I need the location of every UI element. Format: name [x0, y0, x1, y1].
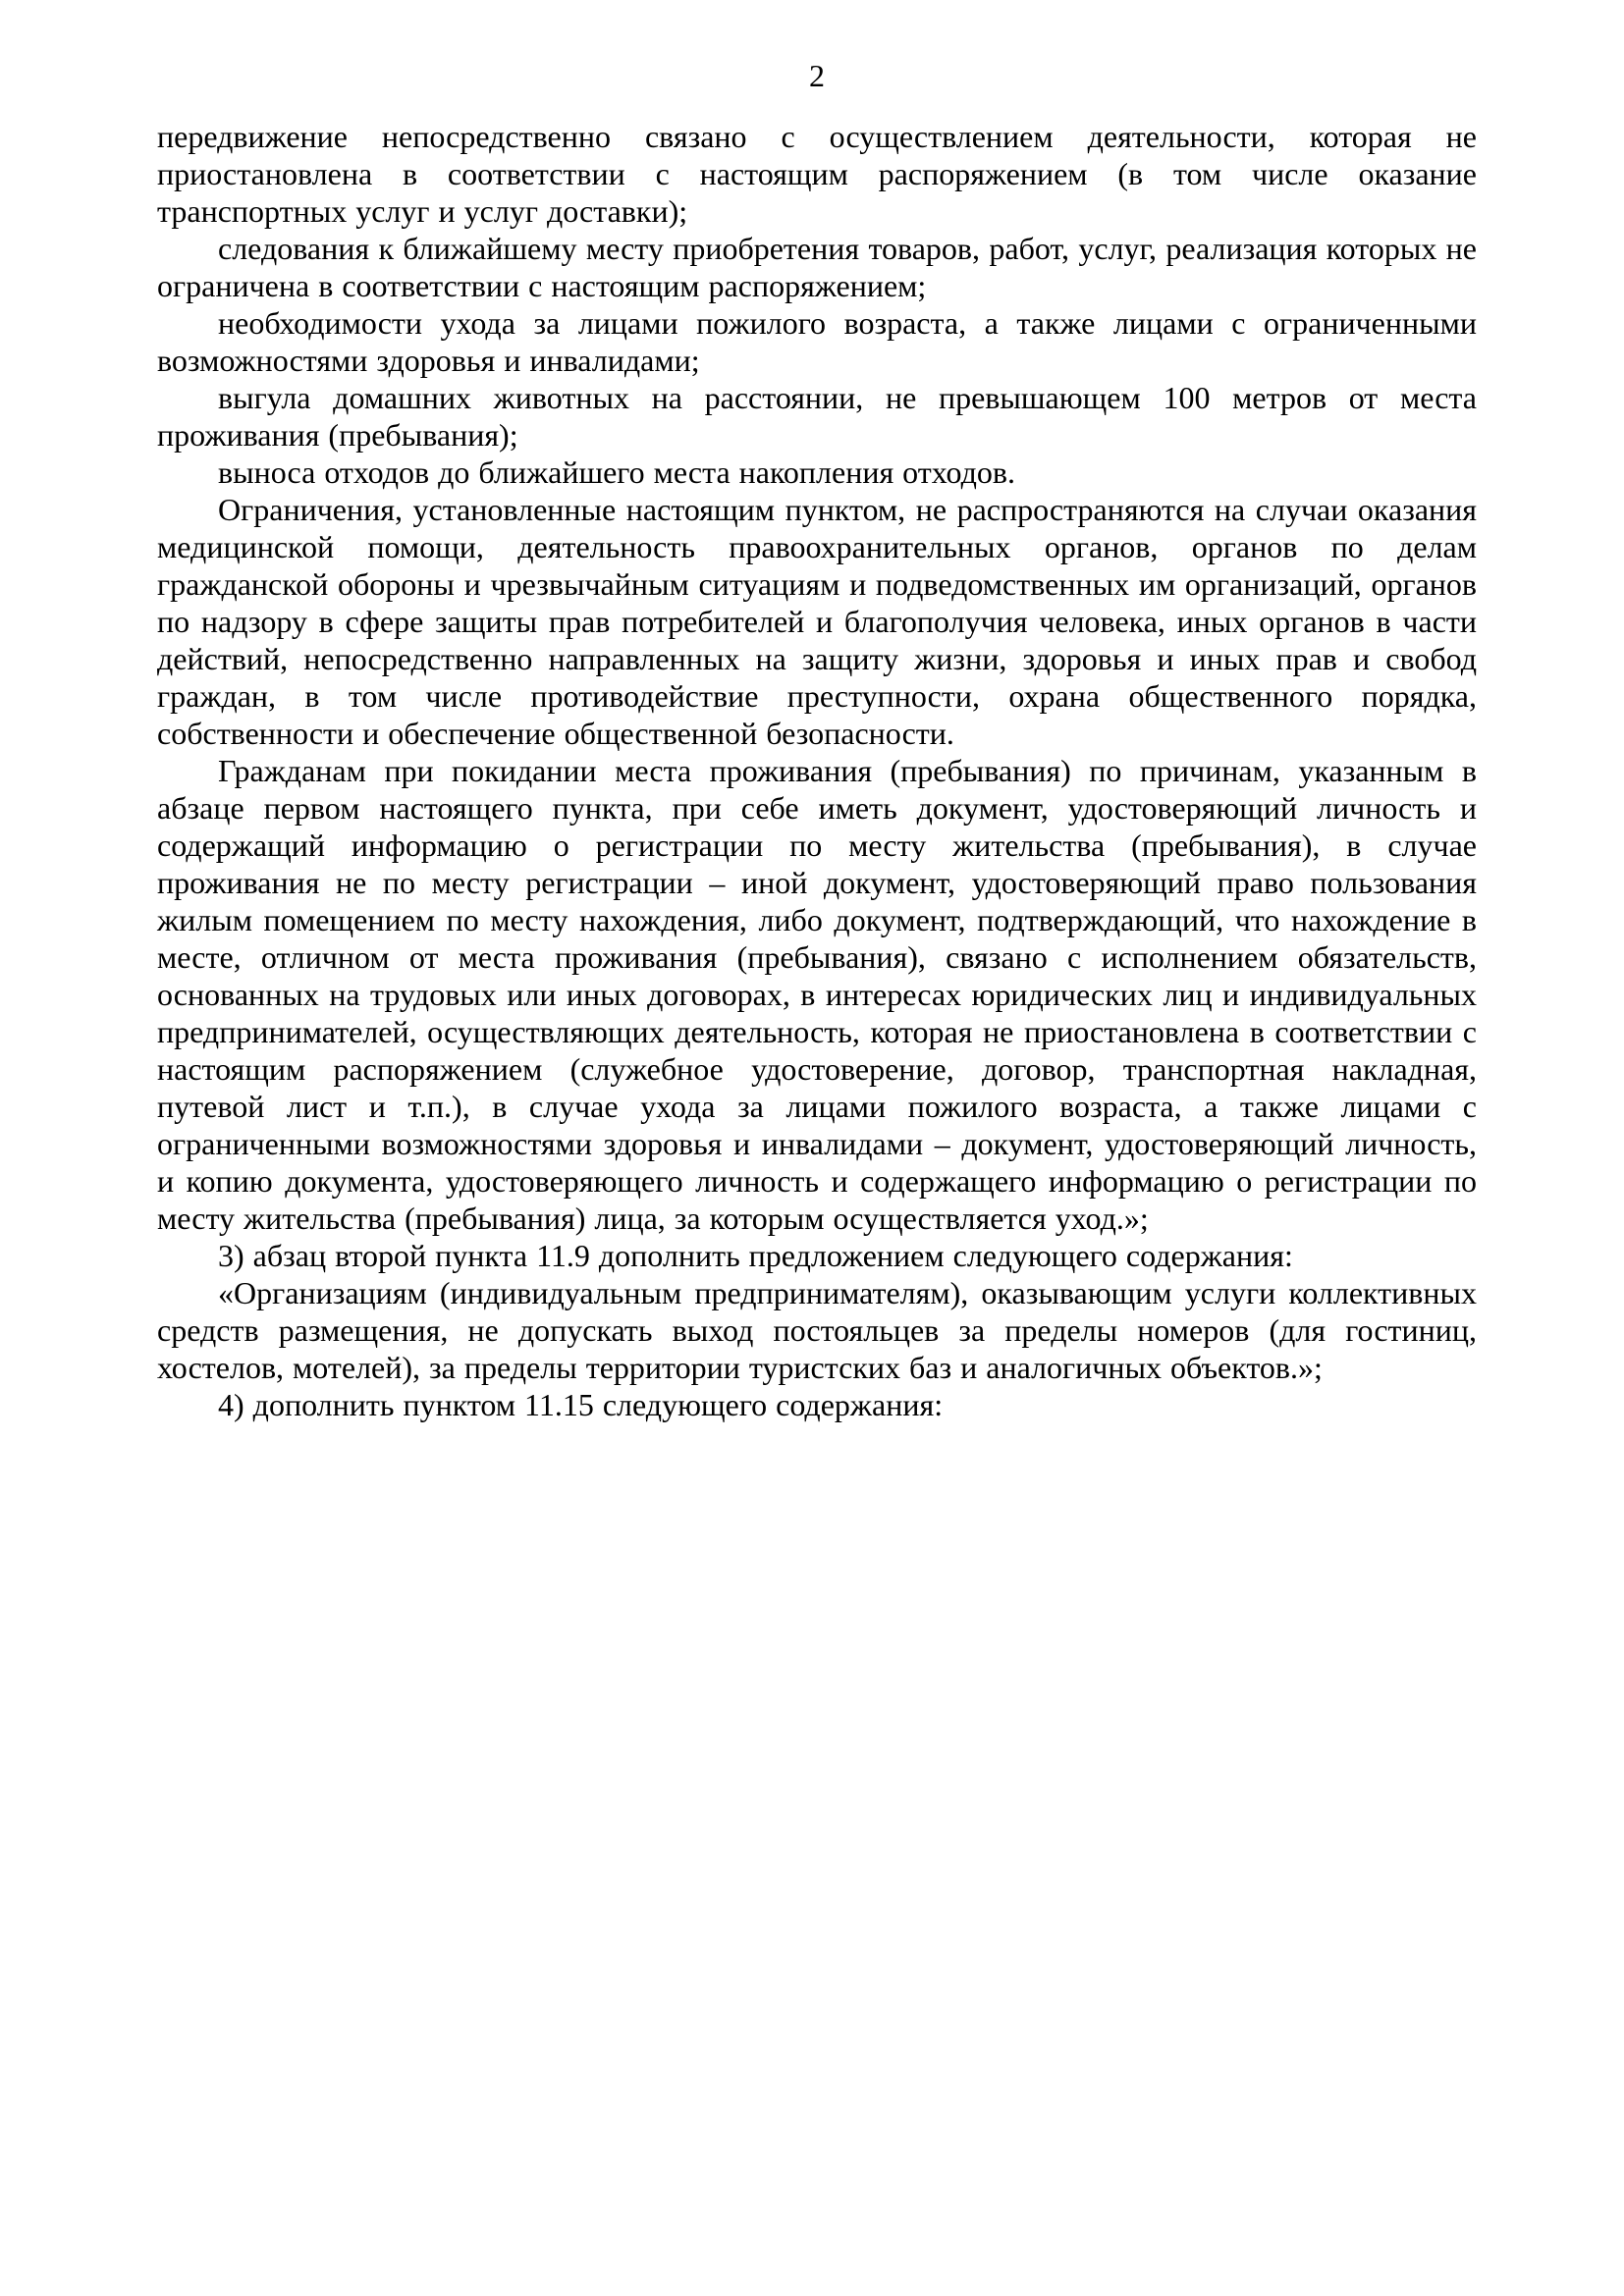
paragraph: передвижение непосредственно связано с осуществлением деятельности, которая не приостановлена в соответствии с настоящим распоряжением (в том числе оказание транспортных услуг и услуг доставки); [157, 119, 1477, 229]
paragraph: 3) абзац второй пункта 11.9 дополнить предложением следующего содержания: [218, 1238, 1293, 1273]
paragraph: выноса отходов до ближайшего места накопления отходов. [218, 454, 1015, 490]
paragraph: следования к ближайшему месту приобретения товаров, работ, услуг, реализация которых не ограничена в соответствии с настоящим распоряжением; [157, 231, 1477, 303]
document-body [157, 118, 1477, 1423]
paragraph: необходимости ухода за лицами пожилого возраста, а также лицами с ограниченными возможностями здоровья и инвалидами; [157, 305, 1477, 378]
paragraph: Ограничения, установленные настоящим пунктом, не распространяются на случаи оказания медицинской помощи, деятельность правоохранительных органов, органов по делам гражданской обороны и чрезвычайным ситуациям и подведомственных им организаций, органов по надзору в сфере защиты прав потребителей и благополучия человека, иных органов в части действий, непосредственно направленных на защиту жизни, здоровья и иных прав и свобод граждан, в том числе противодействие преступности, охрана общественного порядка, собственности и обеспечение общественной безопасности. [157, 492, 1477, 751]
page-number: 2 [809, 58, 825, 93]
paragraph: выгула домашних животных на расстоянии, не превышающем 100 метров от места проживания (пребывания); [157, 380, 1477, 453]
paragraph: «Организациям (индивидуальным предпринимателям), оказывающим услуги коллективных средств размещения, не допускать выход постояльцев за пределы номеров (для гостиниц, хостелов, мотелей), за пределы территории туристских баз и аналогичных объектов.»; [157, 1275, 1477, 1385]
paragraph: Гражданам при покидании места проживания (пребывания) по причинам, указанным в абзаце первом настоящего пункта, при себе иметь документ, удостоверяющий личность и содержащий информацию о регистрации по месту жительства (пребывания), в случае проживания не по месту регистрации – иной документ, удостоверяющий право пользования жилым помещением по месту нахождения, либо документ, подтверждающий, что нахождение в месте, отличном от места проживания (пребывания), связано с исполнением обязательств, основанных на трудовых или иных договорах, в интересах юридических лиц и индивидуальных предпринимателей, осуществляющих деятельность, которая не приостановлена в соответствии с настоящим распоряжением (служебное удостоверение, договор, транспортная накладная, путевой лист и т.п.), в случае ухода за лицами пожилого возраста, а также лицами с ограниченными возможностями здоровья и инвалидами – документ, удостоверяющий личность, и копию документа, удостоверяющего личность и содержащего информацию о регистрации по месту жительства (пребывания) лица, за которым осуществляется уход.»; [157, 753, 1477, 1236]
paragraph: 4) дополнить пунктом 11.15 следующего содержания: [218, 1387, 944, 1422]
